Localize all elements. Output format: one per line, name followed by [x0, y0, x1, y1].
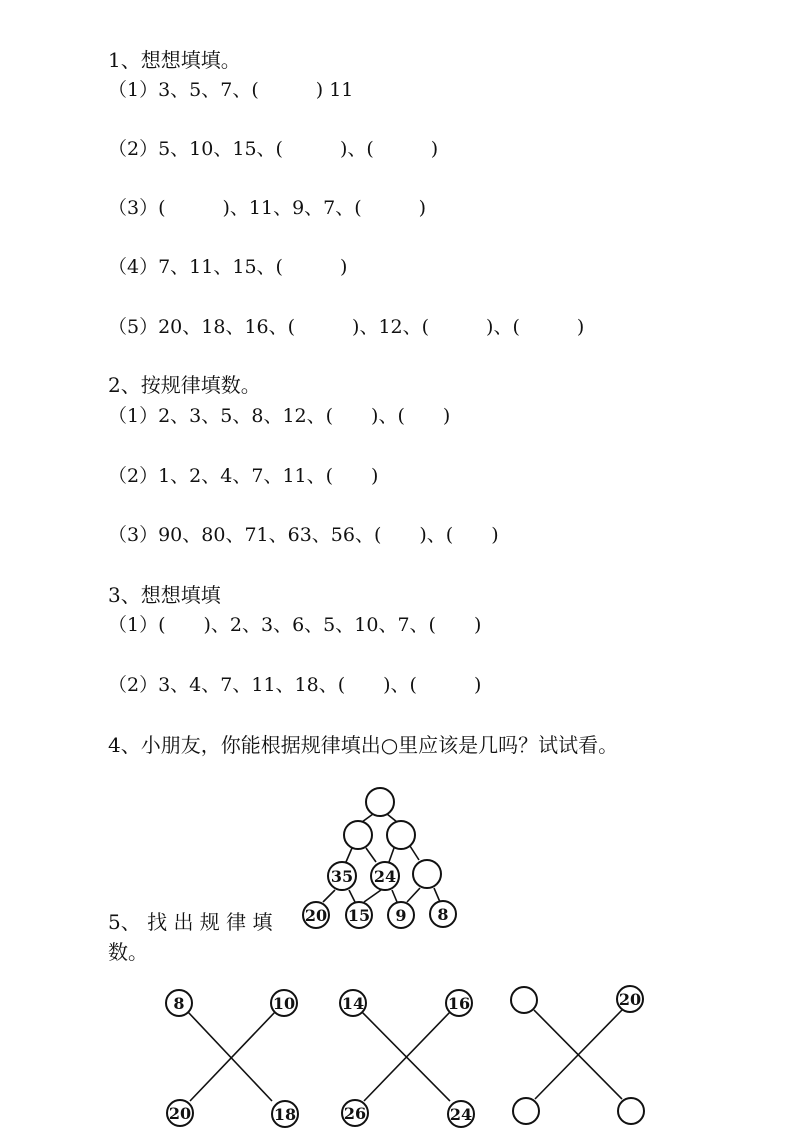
q2-item-3: （3）90、80、71、63、56、( )、( ) — [108, 524, 499, 546]
pyramid-row4-value-3: 9 — [395, 906, 407, 925]
q5-title-line2: 数。 — [108, 940, 148, 964]
q1-item-3: （3）( )、11、9、7、( ) — [108, 197, 427, 219]
cross-1-bl-value: 20 — [168, 1104, 192, 1123]
q2-item-2: （2）1、2、4、7、11、( ) — [108, 465, 379, 487]
pyramid-row4-value-4: 8 — [437, 905, 449, 924]
q4-title: 4、小朋友，你能根据规律填出○里应该是几吗？试试看。 — [108, 733, 619, 757]
cross-1 — [166, 990, 298, 1127]
pyramid-row3-value-1: 35 — [330, 867, 354, 886]
cross-3-bottom-left — [513, 1098, 539, 1124]
q1-item-1: （1）3、5、7、( ) 11 — [108, 79, 354, 101]
q1-item-5: （5）20、18、16、( )、12、( )、( ) — [108, 316, 585, 338]
cross-2 — [340, 990, 474, 1127]
cross-3-bottom-right — [618, 1098, 644, 1124]
pyramid-row2-circle-1 — [344, 821, 372, 849]
pyramid-row4-value-2: 15 — [347, 906, 371, 925]
number-pyramid — [303, 788, 456, 928]
cross-3-top-left — [511, 987, 537, 1013]
q2-item-1: （1）2、3、5、8、12、( )、( ) — [108, 405, 451, 427]
cross-1-br-value: 18 — [273, 1105, 297, 1124]
cross-2-tl-value: 14 — [341, 994, 365, 1013]
q3-item-1: （1）( )、2、3、6、5、10、7、( ) — [108, 614, 482, 636]
pyramid-row1-circle — [366, 788, 394, 816]
q1-item-2: （2）5、10、15、( )、( ) — [108, 138, 439, 160]
cross-3 — [511, 986, 644, 1124]
q3-title: 3、想想填填 — [108, 583, 221, 607]
pyramid-row3-circle-3 — [413, 860, 441, 888]
cross-2-tr-value: 16 — [447, 994, 471, 1013]
q1-item-4: （4）7、11、15、( ) — [108, 256, 348, 278]
q1-title: 1、想想填填。 — [108, 48, 241, 72]
pyramid-row4-value-1: 20 — [304, 906, 328, 925]
cross-2-br-value: 24 — [449, 1105, 473, 1124]
q5-title-line1: 5、 找 出 规 律 填 — [108, 910, 273, 934]
pyramid-row2-circle-2 — [387, 821, 415, 849]
cross-2-bl-value: 26 — [343, 1104, 367, 1123]
q2-title: 2、按规律填数。 — [108, 373, 261, 397]
cross-3-tr-value: 20 — [618, 990, 642, 1009]
cross-1-tl-value: 8 — [173, 994, 185, 1013]
pyramid-row3-value-2: 24 — [373, 867, 397, 886]
q3-item-2: （2）3、4、7、11、18、( )、( ) — [108, 674, 482, 696]
cross-1-tr-value: 10 — [272, 994, 296, 1013]
